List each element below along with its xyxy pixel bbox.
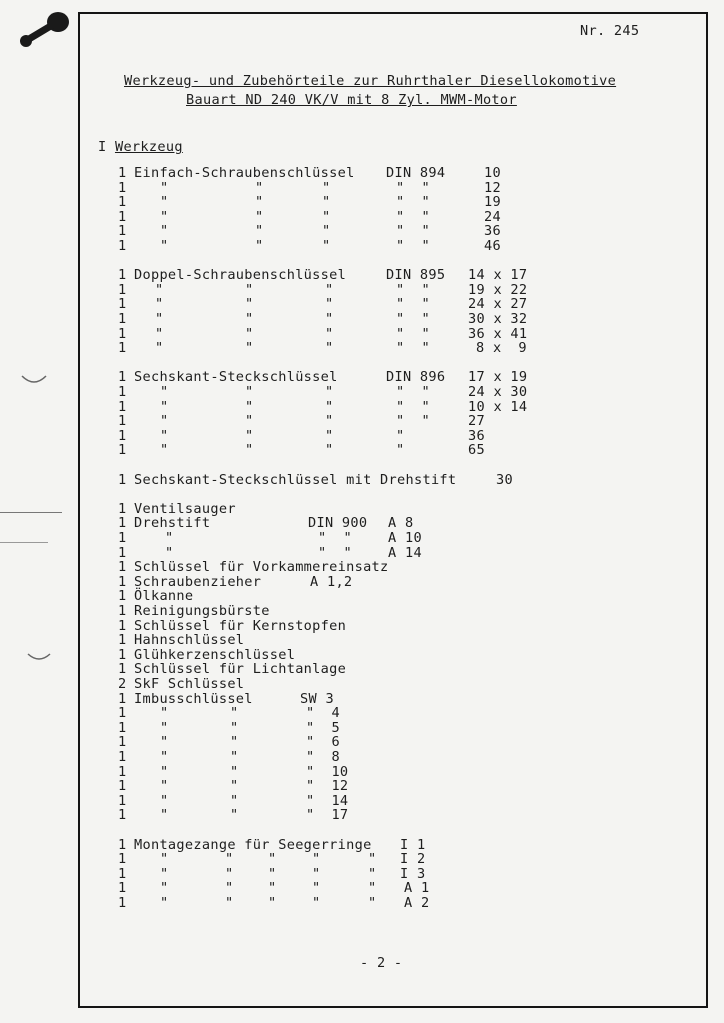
- list-item-cell: ": [160, 719, 169, 736]
- list-item-cell: Doppel-Schraubenschlüssel: [134, 267, 347, 284]
- list-item-cell: " ": [396, 179, 430, 196]
- list-item-cell: ": [268, 895, 277, 911]
- list-item-cell: 24 x 30: [468, 384, 528, 400]
- list-item-quantity: 1: [118, 763, 127, 780]
- list-item-cell: Schlüssel für Vorkammereinsatz: [134, 559, 389, 576]
- list-item-cell: I 2: [400, 851, 426, 868]
- list-item-cell: A 14: [388, 544, 422, 561]
- list-item-cell: Imbusschlüssel: [134, 690, 253, 707]
- list-item-cell: ": [322, 238, 331, 254]
- margin-smudge-icon: [20, 370, 50, 390]
- list-item-quantity: 1: [118, 223, 127, 240]
- list-item-quantity: 1: [118, 311, 127, 327]
- list-item-cell: DIN 900: [308, 515, 368, 532]
- list-item-cell: ": [255, 208, 264, 225]
- list-item-quantity: 1: [118, 734, 127, 751]
- list-item-cell: A 1,2: [310, 573, 353, 590]
- list-item-cell: 12: [484, 179, 501, 196]
- document-title-line-1: Werkzeug- und Zubehörteile zur Ruhrthaler Diesellokomotive: [124, 73, 617, 89]
- list-item-cell: ": [160, 778, 169, 795]
- list-item-cell: ": [368, 880, 377, 897]
- list-item-cell: ": [312, 895, 321, 911]
- list-item-cell: ": [225, 851, 234, 868]
- list-item-quantity: 1: [118, 413, 127, 430]
- list-item-cell: ": [160, 223, 169, 240]
- list-item-cell: Sechskant-Steckschlüssel mit Drehstift: [134, 471, 457, 488]
- list-item-cell: Schlüssel für Kernstopfen: [134, 617, 347, 634]
- document-number: Nr. 245: [580, 23, 640, 39]
- list-item-cell: ": [396, 427, 405, 444]
- list-item-cell: ": [160, 442, 169, 459]
- list-item-cell: Ventilsauger: [134, 500, 236, 517]
- list-item-cell: " ": [318, 530, 352, 546]
- list-item-cell: " ": [396, 340, 430, 357]
- section-label: I: [98, 139, 107, 155]
- list-item-cell: ": [160, 427, 169, 444]
- list-item-quantity: 1: [118, 296, 127, 313]
- list-item-cell: ": [245, 413, 254, 430]
- margin-line: [0, 512, 62, 513]
- list-item-cell: ": [268, 865, 277, 882]
- list-item-cell: ": [368, 851, 377, 868]
- list-item-cell: ": [322, 208, 331, 225]
- list-item-cell: DIN 895: [386, 267, 446, 284]
- list-item-cell: 27: [468, 413, 485, 430]
- list-item-quantity: 1: [118, 325, 127, 342]
- list-item-cell: ": [268, 880, 277, 897]
- list-item-cell: " 4: [306, 705, 340, 722]
- list-item-cell: Schraubenzieher: [134, 573, 262, 590]
- list-item-cell: ": [325, 296, 334, 313]
- list-item-cell: 36 x 41: [468, 325, 528, 342]
- list-item-cell: ": [160, 238, 169, 254]
- list-item-cell: ": [322, 194, 331, 211]
- list-item-cell: ": [160, 398, 169, 415]
- list-item-cell: " ": [396, 194, 430, 211]
- list-item-cell: " ": [396, 311, 430, 327]
- list-item-cell: I 3: [400, 865, 426, 882]
- list-item-cell: I 1: [400, 836, 426, 853]
- list-item-cell: ": [312, 851, 321, 868]
- list-item-cell: " 5: [306, 719, 340, 736]
- list-item-cell: ": [230, 734, 239, 751]
- list-item-cell: 19 x 22: [468, 281, 528, 298]
- list-item-quantity: 2: [118, 676, 127, 692]
- list-item-cell: ": [230, 749, 239, 765]
- list-item-cell: ": [325, 427, 334, 444]
- list-item-quantity: 1: [118, 719, 127, 736]
- list-item-cell: Ölkanne: [134, 588, 194, 605]
- list-item-cell: ": [368, 865, 377, 882]
- list-item-cell: ": [225, 895, 234, 911]
- list-item-cell: ": [245, 325, 254, 342]
- list-item-cell: ": [312, 865, 321, 882]
- list-item-cell: Montagezange für Seegerringe: [134, 836, 372, 853]
- list-item-cell: " ": [396, 384, 430, 400]
- list-item-cell: ": [160, 734, 169, 751]
- list-item-cell: 65: [468, 442, 485, 459]
- list-item-cell: Hahnschlüssel: [134, 632, 245, 649]
- list-item-cell: DIN 896: [386, 369, 446, 386]
- list-item-cell: ": [160, 384, 169, 400]
- list-item-cell: ": [322, 179, 331, 196]
- margin-line: [0, 542, 48, 543]
- list-item-cell: " 6: [306, 734, 340, 751]
- list-item-cell: ": [245, 296, 254, 313]
- list-item-quantity: 1: [118, 588, 127, 605]
- list-item-cell: " ": [396, 296, 430, 313]
- list-item-cell: DIN 894: [386, 165, 446, 181]
- list-item-cell: ": [325, 325, 334, 342]
- list-item-cell: ": [325, 398, 334, 415]
- list-item-cell: " 8: [306, 749, 340, 765]
- list-item-cell: ": [325, 340, 334, 357]
- list-item-quantity: 1: [118, 165, 127, 181]
- list-item-quantity: 1: [118, 238, 127, 254]
- list-item-cell: ": [160, 208, 169, 225]
- list-item-cell: ": [160, 763, 169, 780]
- list-item-quantity: 1: [118, 500, 127, 517]
- list-item-cell: A 1: [404, 880, 430, 897]
- list-item-cell: " 14: [306, 792, 349, 809]
- list-item-cell: 14 x 17: [468, 267, 528, 284]
- list-item-quantity: 1: [118, 384, 127, 400]
- list-item-cell: ": [325, 442, 334, 459]
- list-item-cell: " ": [396, 281, 430, 298]
- list-item-cell: " ": [396, 398, 430, 415]
- list-item-cell: Reinigungsbürste: [134, 603, 270, 619]
- list-item-cell: A 2: [404, 895, 430, 911]
- list-item-cell: ": [245, 427, 254, 444]
- list-item-cell: ": [155, 296, 164, 313]
- list-item-cell: ": [160, 851, 169, 868]
- list-item-cell: ": [160, 895, 169, 911]
- list-item-cell: " ": [396, 208, 430, 225]
- list-item-quantity: 1: [118, 646, 127, 663]
- list-item-quantity: 1: [118, 179, 127, 196]
- list-item-quantity: 1: [118, 603, 127, 619]
- list-item-cell: " ": [396, 325, 430, 342]
- list-item-quantity: 1: [118, 661, 127, 678]
- list-item-cell: ": [155, 311, 164, 327]
- list-item-cell: " ": [396, 238, 430, 254]
- list-item-cell: 17 x 19: [468, 369, 528, 386]
- list-item-quantity: 1: [118, 895, 127, 911]
- list-item-cell: ": [325, 384, 334, 400]
- section-heading: [98, 140, 183, 155]
- list-item-cell: ": [312, 880, 321, 897]
- list-item-cell: Glühkerzenschlüssel: [134, 646, 296, 663]
- list-item-cell: ": [230, 719, 239, 736]
- list-item-cell: ": [160, 413, 169, 430]
- list-item-cell: ": [245, 398, 254, 415]
- list-item-cell: ": [160, 792, 169, 809]
- document-title-line-2: Bauart ND 240 VK/V mit 8 Zyl. MWM-Motor: [186, 92, 517, 108]
- list-item-cell: ": [160, 865, 169, 882]
- list-item-quantity: 1: [118, 851, 127, 868]
- list-item-quantity: 1: [118, 281, 127, 298]
- list-item-cell: " ": [396, 413, 430, 430]
- list-item-cell: Schlüssel für Lichtanlage: [134, 661, 347, 678]
- list-item-quantity: 1: [118, 442, 127, 459]
- list-item-quantity: 1: [118, 267, 127, 284]
- list-item-cell: 19: [484, 194, 501, 211]
- list-item-quantity: 1: [118, 705, 127, 722]
- list-item-cell: ": [325, 413, 334, 430]
- list-item-cell: 36: [468, 427, 485, 444]
- margin-smudge-icon: [26, 650, 54, 666]
- section-title: Werkzeug: [114, 139, 183, 155]
- list-item-quantity: 1: [118, 690, 127, 707]
- list-item-cell: ": [325, 281, 334, 298]
- list-item-cell: ": [230, 705, 239, 722]
- list-item-cell: ": [165, 530, 174, 546]
- list-item-cell: " ": [396, 223, 430, 240]
- list-item-cell: ": [255, 194, 264, 211]
- list-item-cell: ": [322, 223, 331, 240]
- list-item-cell: ": [155, 325, 164, 342]
- list-item-cell: ": [245, 340, 254, 357]
- list-item-cell: ": [230, 778, 239, 795]
- list-item-cell: ": [160, 749, 169, 765]
- list-item-quantity: 1: [118, 559, 127, 576]
- list-item-cell: " 17: [306, 807, 349, 824]
- list-item-cell: 30: [496, 471, 513, 488]
- list-item-quantity: 1: [118, 573, 127, 590]
- list-item-cell: SW 3: [300, 690, 334, 707]
- list-item-cell: ": [160, 194, 169, 211]
- list-item-quantity: 1: [118, 471, 127, 488]
- list-item-cell: ": [368, 895, 377, 911]
- page-number: - 2 -: [360, 955, 403, 971]
- list-item-cell: A 8: [388, 515, 414, 532]
- list-item-cell: ": [325, 311, 334, 327]
- list-item-cell: ": [160, 705, 169, 722]
- list-item-quantity: 1: [118, 836, 127, 853]
- list-item-cell: ": [225, 880, 234, 897]
- list-item-cell: ": [230, 763, 239, 780]
- list-item-cell: Sechskant-Steckschlüssel: [134, 369, 338, 386]
- list-item-cell: ": [255, 238, 264, 254]
- list-item-quantity: 1: [118, 617, 127, 634]
- list-item-cell: 24 x 27: [468, 296, 528, 313]
- list-item-cell: ": [245, 281, 254, 298]
- list-item-cell: ": [155, 281, 164, 298]
- list-item-quantity: 1: [118, 427, 127, 444]
- list-item-cell: SkF Schlüssel: [134, 676, 245, 692]
- list-item-cell: Einfach-Schraubenschlüssel: [134, 165, 355, 181]
- list-item-cell: 10: [484, 165, 501, 181]
- list-item-quantity: 1: [118, 544, 127, 561]
- list-item-quantity: 1: [118, 530, 127, 546]
- list-item-quantity: 1: [118, 865, 127, 882]
- list-item-cell: " ": [318, 544, 352, 561]
- list-item-quantity: 1: [118, 749, 127, 765]
- list-item-quantity: 1: [118, 792, 127, 809]
- list-item-cell: 8 x 9: [476, 340, 527, 357]
- list-item-cell: 36: [484, 223, 501, 240]
- list-item-quantity: 1: [118, 340, 127, 357]
- list-item-quantity: 1: [118, 778, 127, 795]
- list-item-quantity: 1: [118, 369, 127, 386]
- list-item-cell: ": [160, 807, 169, 824]
- list-item-cell: ": [245, 384, 254, 400]
- list-item-quantity: 1: [118, 880, 127, 897]
- list-item-cell: ": [255, 179, 264, 196]
- list-item-cell: 24: [484, 208, 501, 225]
- list-item-cell: ": [160, 880, 169, 897]
- list-item-cell: ": [160, 179, 169, 196]
- list-item-cell: ": [230, 792, 239, 809]
- list-item-cell: ": [268, 851, 277, 868]
- list-item-quantity: 1: [118, 807, 127, 824]
- list-item-cell: 30 x 32: [468, 311, 528, 327]
- list-item-cell: " 10: [306, 763, 349, 780]
- list-item-quantity: 1: [118, 398, 127, 415]
- list-item-cell: " 12: [306, 778, 349, 795]
- list-item-cell: ": [255, 223, 264, 240]
- list-item-quantity: 1: [118, 208, 127, 225]
- list-item-quantity: 1: [118, 194, 127, 211]
- list-item-cell: ": [245, 442, 254, 459]
- list-item-cell: ": [225, 865, 234, 882]
- list-item-cell: ": [165, 544, 174, 561]
- list-item-cell: ": [230, 807, 239, 824]
- list-item-cell: A 10: [388, 530, 422, 546]
- list-item-cell: ": [245, 311, 254, 327]
- punch-hole-mark-icon: [14, 8, 74, 48]
- list-item-cell: Drehstift: [134, 515, 211, 532]
- list-item-quantity: 1: [118, 515, 127, 532]
- list-item-cell: 10 x 14: [468, 398, 528, 415]
- list-item-quantity: 1: [118, 632, 127, 649]
- list-item-cell: ": [396, 442, 405, 459]
- list-item-cell: 46: [484, 238, 501, 254]
- list-item-cell: ": [155, 340, 164, 357]
